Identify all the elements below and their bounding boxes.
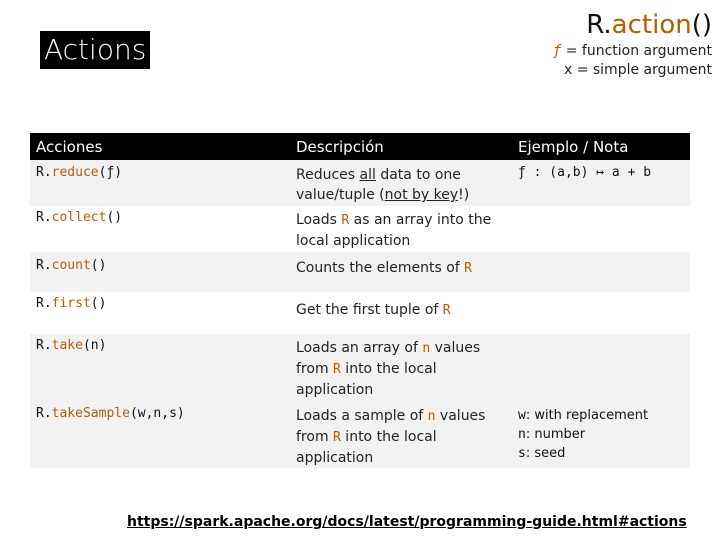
note-cell <box>512 210 690 252</box>
method-name: reduce <box>51 165 99 180</box>
desc-part: Reduces <box>296 167 360 183</box>
documentation-link[interactable]: https://spark.apache.org/docs/latest/programming-guide.html#actions <box>127 514 687 530</box>
desc-part: Loads a sample of <box>296 408 428 424</box>
table-row <box>30 252 690 292</box>
header-descripcion: Descripción <box>296 137 384 156</box>
desc-code: R <box>333 430 341 445</box>
method-prefix: R. <box>36 258 52 273</box>
description-cell <box>290 296 512 334</box>
table-row <box>30 402 690 468</box>
desc-part: values from <box>296 340 481 377</box>
method-cell <box>30 210 290 252</box>
desc-part: values from <box>296 408 486 445</box>
note-text: : number <box>525 427 586 442</box>
desc-code: n <box>422 341 431 356</box>
desc-emphasis: all <box>359 167 376 183</box>
description-cell <box>290 165 512 206</box>
table-header <box>30 133 690 160</box>
table-row <box>30 292 690 334</box>
section-title: Actions <box>40 31 150 69</box>
desc-code: n <box>427 409 436 424</box>
method-name: collect <box>51 210 107 225</box>
description-cell <box>290 258 512 292</box>
method-cell <box>30 296 290 334</box>
method-prefix: R. <box>36 406 52 421</box>
note-key: w <box>518 408 526 423</box>
legend-simple-arg: x = simple argument <box>563 62 712 78</box>
note-cell <box>512 406 690 468</box>
desc-part: as an array into the local application <box>296 212 492 249</box>
desc-code: R <box>442 303 451 318</box>
table-row <box>30 206 690 252</box>
desc-part: Counts the elements of <box>296 260 465 276</box>
description-cell <box>290 406 512 468</box>
note-cell: ƒ : (a,b) ↦ a + b <box>518 165 652 180</box>
note-line <box>518 444 690 463</box>
desc-code: R <box>341 213 350 228</box>
desc-part: into the local application <box>296 361 437 398</box>
desc-emphasis: not by key <box>384 187 459 203</box>
desc-code: R <box>464 261 472 276</box>
action-word: action <box>611 10 692 40</box>
table-row <box>30 334 690 402</box>
action-parens: () <box>691 10 712 40</box>
note-line <box>518 425 690 444</box>
r-action-heading <box>553 8 712 42</box>
header-ejemplo: Ejemplo / Nota <box>518 137 629 156</box>
desc-part: Loads an array of <box>296 340 423 356</box>
method-name: take <box>51 338 83 353</box>
desc-code: R <box>333 362 341 377</box>
note-cell <box>512 258 690 292</box>
desc-part: Get the first tuple of <box>296 302 443 318</box>
method-cell <box>30 338 290 402</box>
desc-part: !) <box>458 187 470 203</box>
note-key: s <box>518 446 526 461</box>
method-args: () <box>90 296 107 311</box>
desc-part: into the local application <box>296 429 437 466</box>
header-acciones: Acciones <box>36 137 103 156</box>
method-args: (n) <box>82 338 107 353</box>
note-text: : seed <box>525 446 566 461</box>
desc-part: data to one value/tuple ( <box>296 167 461 203</box>
description-cell <box>290 338 512 402</box>
method-prefix: R. <box>36 165 52 180</box>
method-args: () <box>106 210 123 225</box>
f-text: = function argument <box>561 43 712 59</box>
method-args: (w,n,s) <box>129 406 185 421</box>
table-row <box>30 160 690 206</box>
method-args: () <box>90 258 107 273</box>
method-cell <box>30 406 290 468</box>
method-args: (ƒ) <box>98 165 123 180</box>
header-right <box>553 8 712 80</box>
method-prefix: R. <box>36 210 52 225</box>
method-cell <box>30 165 290 206</box>
method-prefix: R. <box>36 296 52 311</box>
method-name: takeSample <box>51 406 130 421</box>
method-cell <box>30 258 290 292</box>
r-prefix: R. <box>586 10 612 40</box>
note-cell <box>512 296 690 334</box>
note-line <box>518 406 690 425</box>
note-key: n <box>518 427 526 442</box>
note-cell <box>512 338 690 402</box>
method-name: first <box>51 296 91 311</box>
note-text: : with replacement <box>525 408 649 423</box>
actions-table <box>30 133 690 468</box>
method-prefix: R. <box>36 338 52 353</box>
legend-function-arg <box>553 42 712 61</box>
method-name: count <box>51 258 91 273</box>
description-cell <box>290 210 512 252</box>
desc-part: Loads <box>296 212 342 228</box>
f-symbol: ƒ <box>552 43 562 59</box>
